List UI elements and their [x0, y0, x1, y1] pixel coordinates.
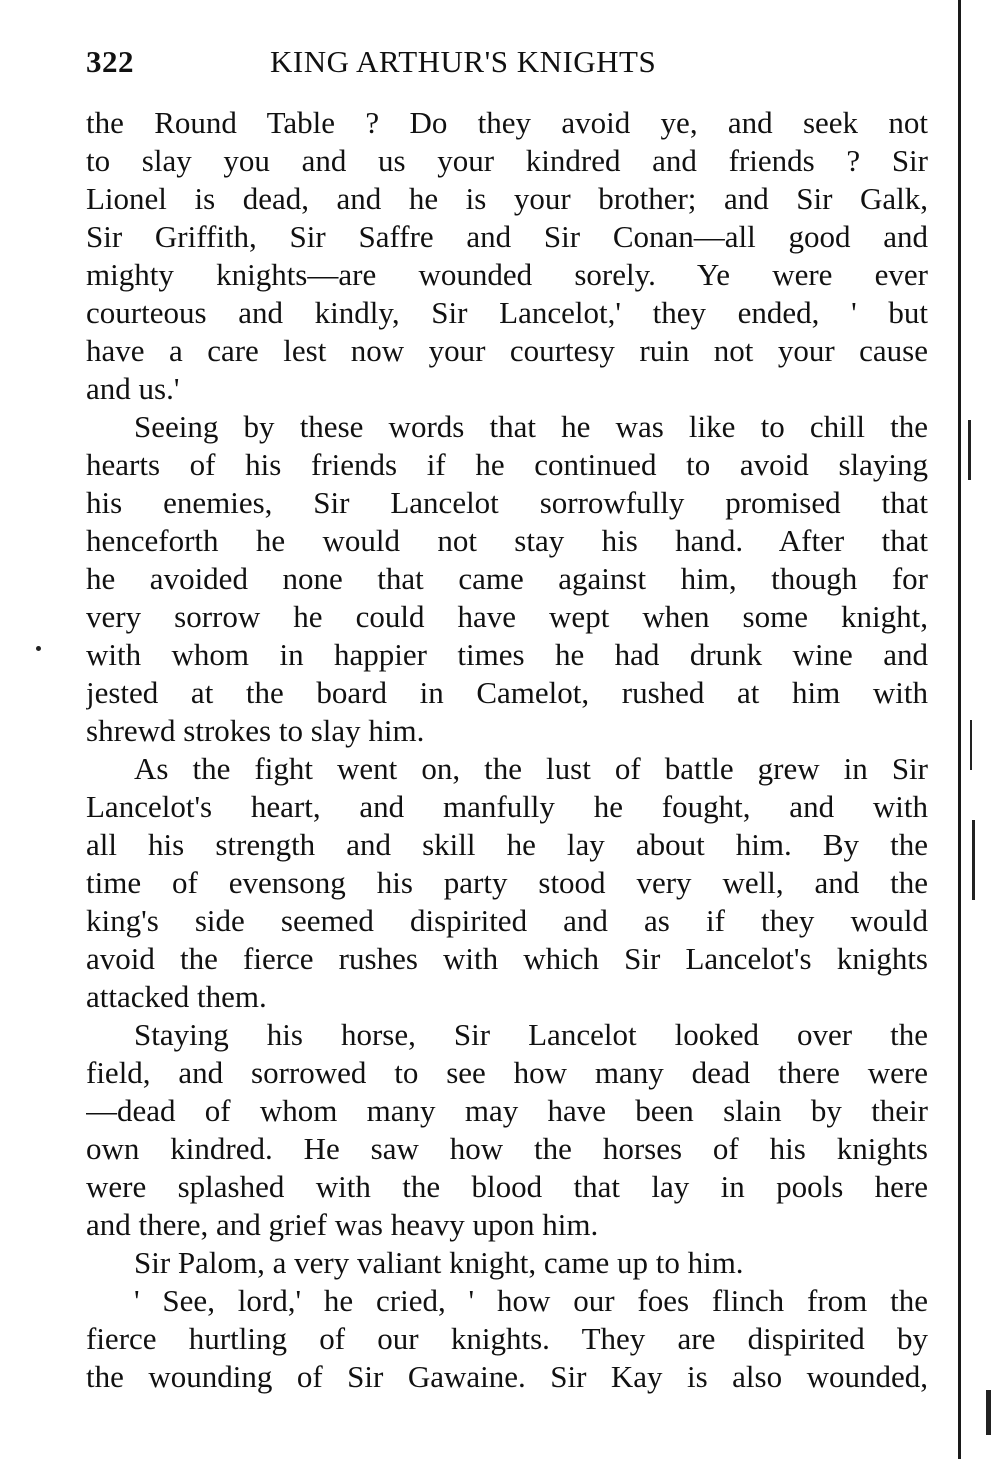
- text-line: attacked them.: [86, 979, 267, 1014]
- running-title: KING ARTHUR'S KNIGHTS: [270, 44, 657, 79]
- text-line: he avoided none that came against him, though for: [86, 561, 928, 596]
- text-line: the Round Table ? Do they avoid ye, and seek not: [86, 105, 928, 140]
- text-line: fierce hurtling of our knights. They are dispirited by: [86, 1321, 928, 1356]
- text-line: the wounding of Sir Gawaine. Sir Kay is also wounded,: [86, 1359, 928, 1394]
- text-line: mighty knights—are wounded sorely. Ye were ever: [86, 257, 928, 292]
- text-line: all his strength and skill he lay about him. By the: [86, 827, 928, 862]
- text-line: have a care lest now your courtesy ruin not your cause: [86, 333, 928, 368]
- page-number: 322: [86, 44, 134, 79]
- text-line: king's side seemed dispirited and as if they would: [86, 903, 928, 938]
- gutter-mark: [970, 720, 972, 770]
- text-line: courteous and kindly, Sir Lancelot,' they ended, ' but: [86, 295, 928, 330]
- text-line: Sir Griffith, Sir Saffre and Sir Conan—all good and: [86, 219, 928, 254]
- text-line: and there, and grief was heavy upon him.: [86, 1207, 599, 1242]
- gutter-mark: [972, 820, 975, 900]
- text-line: with whom in happier times he had drunk wine and: [86, 637, 928, 672]
- text-line: avoid the fierce rushes with which Sir Lancelot's knights: [86, 941, 928, 976]
- gutter-mark: [968, 420, 971, 480]
- text-line: shrewd strokes to slay him.: [86, 713, 425, 748]
- text-line: Staying his horse, Sir Lancelot looked over the: [134, 1017, 928, 1052]
- stray-ink-dot: [36, 646, 41, 651]
- text-line: Sir Palom, a very valiant knight, came up to him.: [134, 1245, 744, 1280]
- text-line: As the fight went on, the lust of battle grew in Sir: [134, 751, 928, 786]
- page-gutter-edge: [958, 0, 961, 1459]
- text-line: —dead of whom many may have been slain by their: [86, 1093, 928, 1128]
- text-line: own kindred. He saw how the horses of his knights: [86, 1131, 928, 1166]
- text-line: henceforth he would not stay his hand. After that: [86, 523, 928, 558]
- text-line: ' See, lord,' he cried, ' how our foes flinch from the: [134, 1283, 928, 1318]
- text-line: to slay you and us your kindred and friends ? Sir: [86, 143, 928, 178]
- running-head: [86, 44, 756, 88]
- text-line: his enemies, Sir Lancelot sorrowfully promised that: [86, 485, 928, 520]
- paragraph-2: [86, 408, 928, 750]
- paragraph-5: [86, 1244, 928, 1282]
- paragraph-4: [86, 1016, 928, 1244]
- text-line: were splashed with the blood that lay in pools here: [86, 1169, 928, 1204]
- text-line: field, and sorrowed to see how many dead there were: [86, 1055, 928, 1090]
- paragraph-3: [86, 750, 928, 1016]
- text-line: and us.': [86, 371, 180, 406]
- text-line: jested at the board in Camelot, rushed at him with: [86, 675, 928, 710]
- text-line: very sorrow he could have wept when some knight,: [86, 599, 928, 634]
- text-line: Lancelot's heart, and manfully he fought, and with: [86, 789, 928, 824]
- text-line: Lionel is dead, and he is your brother; and Sir Galk,: [86, 181, 928, 216]
- paragraph-6: [86, 1282, 928, 1396]
- body-text: [86, 104, 928, 1396]
- gutter-mark: [986, 1390, 991, 1435]
- text-line: Seeing by these words that he was like to chill the: [134, 409, 928, 444]
- text-line: hearts of his friends if he continued to avoid slaying: [86, 447, 928, 482]
- paragraph-1: [86, 104, 928, 408]
- text-line: time of evensong his party stood very well, and the: [86, 865, 928, 900]
